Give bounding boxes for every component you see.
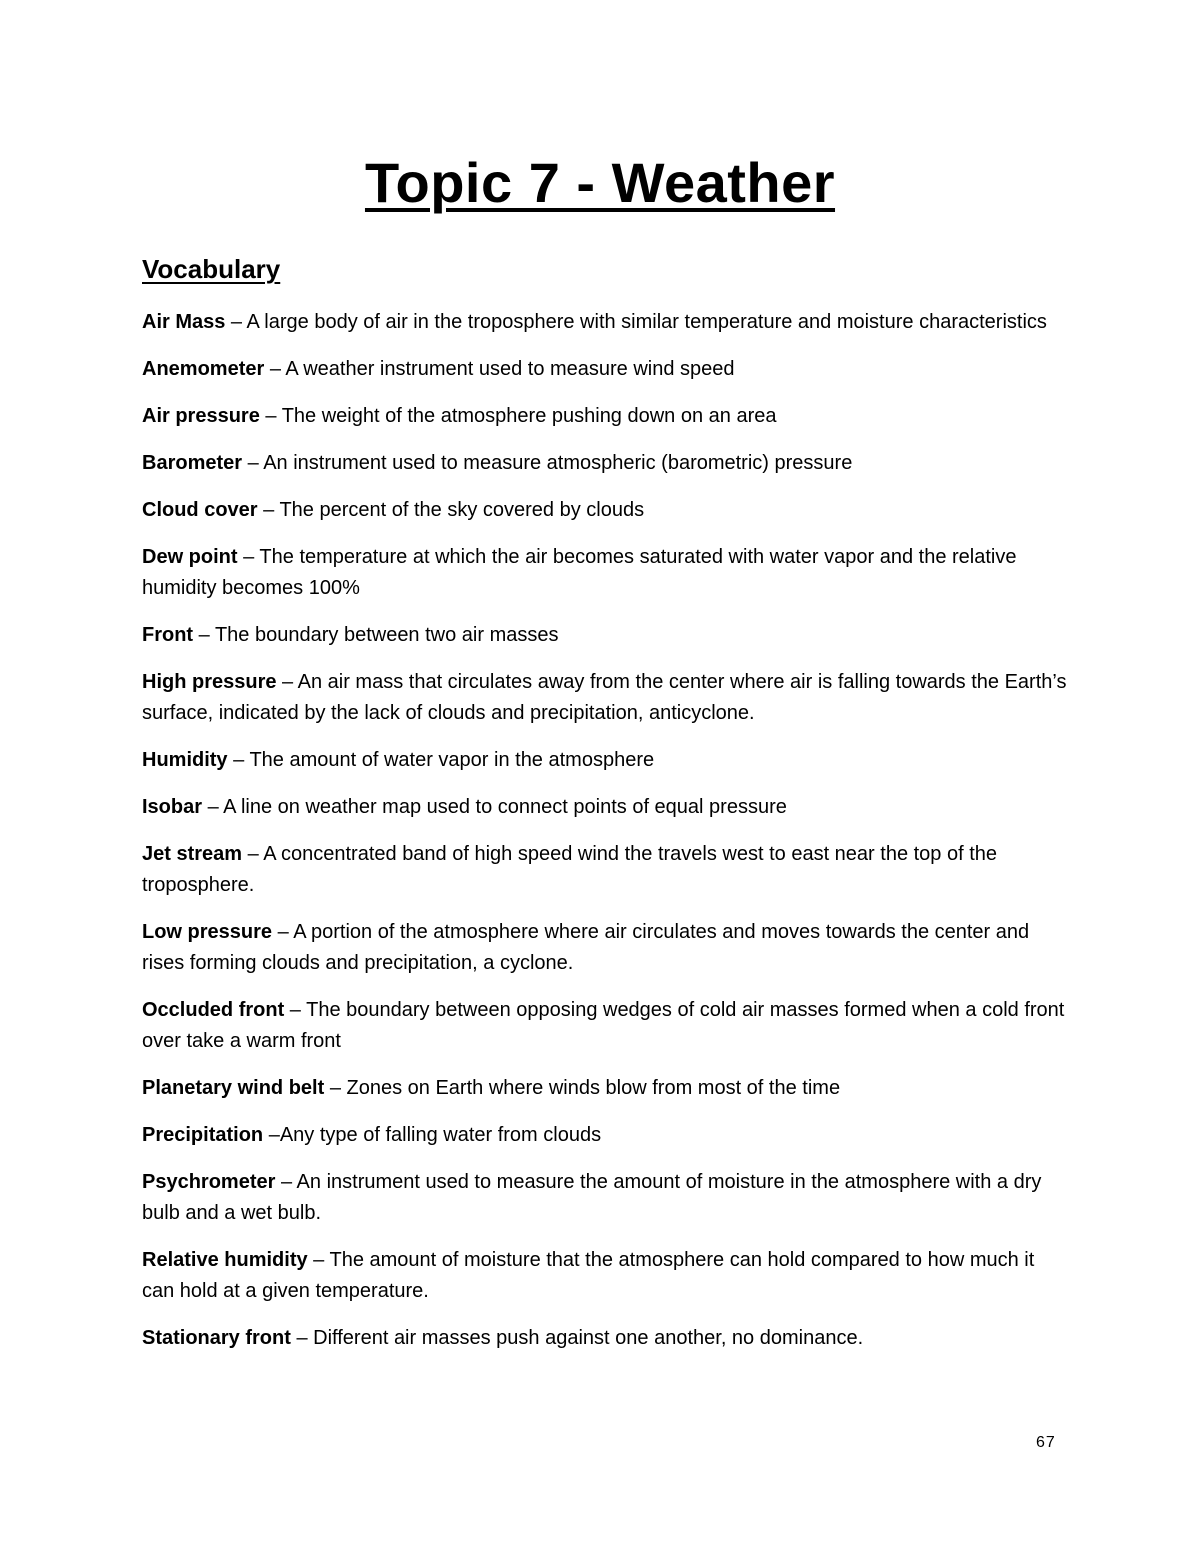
- page-number: 67: [1036, 1434, 1056, 1451]
- vocabulary-definition: A portion of the atmosphere where air circulates and moves towards the center and rises forming clouds and precipitation, a cyclone.: [142, 921, 1030, 974]
- vocabulary-definition: The temperature at which the air becomes saturated with water vapor and the relative humidity becomes 100%: [142, 546, 1017, 599]
- vocabulary-definition: An instrument used to measure atmospheric (barometric) pressure: [263, 452, 853, 474]
- vocabulary-term: Precipitation: [142, 1124, 264, 1146]
- vocabulary-definition: The boundary between opposing wedges of cold air masses formed when a cold front over take a warm front: [142, 999, 1065, 1052]
- vocabulary-entry: [142, 354, 1067, 385]
- vocabulary-entry: [142, 839, 1067, 901]
- term-separator: –: [264, 358, 286, 380]
- vocabulary-entry: [142, 401, 1067, 432]
- vocabulary-entry: [142, 542, 1067, 604]
- vocabulary-term: Anemometer: [142, 358, 265, 380]
- vocabulary-entry: [142, 917, 1067, 979]
- vocabulary-list: [142, 307, 1067, 1370]
- term-separator: –: [242, 843, 264, 865]
- term-separator: –: [324, 1077, 347, 1099]
- vocabulary-entry: [142, 1120, 1067, 1151]
- vocabulary-term: Cloud cover: [142, 499, 258, 521]
- vocabulary-entry: [142, 745, 1067, 776]
- term-separator: –: [276, 671, 298, 693]
- vocabulary-entry: [142, 667, 1067, 729]
- vocabulary-term: Air pressure: [142, 405, 260, 427]
- vocabulary-entry: [142, 1073, 1067, 1104]
- vocabulary-definition: The boundary between two air masses: [214, 624, 559, 646]
- page-title: [0, 150, 1200, 215]
- vocabulary-definition: A concentrated band of high speed wind the travels west to east near the top of the troposphere.: [142, 843, 998, 896]
- vocabulary-definition: Any type of falling water from clouds: [279, 1124, 602, 1146]
- vocabulary-entry: [142, 995, 1067, 1057]
- vocabulary-entry: [142, 448, 1067, 479]
- term-separator: –: [259, 405, 282, 427]
- term-separator: –: [237, 546, 260, 568]
- term-separator: –: [193, 624, 215, 646]
- vocabulary-term: Psychrometer: [142, 1171, 276, 1193]
- term-separator: –: [225, 311, 247, 333]
- vocabulary-term: Front: [142, 624, 194, 646]
- vocabulary-entry: [142, 1167, 1067, 1229]
- vocabulary-definition: The amount of water vapor in the atmosphere: [249, 749, 655, 771]
- term-separator: –: [263, 1124, 280, 1146]
- term-separator: –: [284, 999, 307, 1021]
- vocabulary-definition: The percent of the sky covered by clouds: [279, 499, 645, 521]
- vocabulary-definition: The amount of moisture that the atmosphere can hold compared to how much it can hold at a given temperature.: [142, 1249, 1035, 1302]
- vocabulary-entry: [142, 1323, 1067, 1354]
- vocabulary-entry: [142, 495, 1067, 526]
- vocabulary-entry: [142, 620, 1067, 651]
- vocabulary-term: Air Mass: [142, 311, 226, 333]
- vocabulary-term: Jet stream: [142, 843, 243, 865]
- vocabulary-definition: Zones on Earth where winds blow from most of the time: [346, 1077, 841, 1099]
- vocabulary-term: High pressure: [142, 671, 277, 693]
- term-separator: –: [227, 749, 250, 771]
- vocabulary-term: Planetary wind belt: [142, 1077, 325, 1099]
- vocabulary-entry: [142, 1245, 1067, 1307]
- term-separator: –: [272, 921, 294, 943]
- vocabulary-term: Low pressure: [142, 921, 273, 943]
- vocabulary-definition: A line on weather map used to connect points of equal pressure: [223, 796, 787, 818]
- vocabulary-term: Barometer: [142, 452, 243, 474]
- page-title-text: Topic 7 - Weather: [364, 151, 836, 214]
- vocabulary-entry: [142, 792, 1067, 823]
- vocabulary-term: Occluded front: [142, 999, 285, 1021]
- term-separator: –: [275, 1171, 297, 1193]
- section-heading-vocabulary: Vocabulary: [142, 254, 281, 284]
- vocabulary-term: Stationary front: [142, 1327, 291, 1349]
- term-separator: –: [290, 1327, 314, 1349]
- term-separator: –: [307, 1249, 330, 1271]
- vocabulary-definition: An instrument used to measure the amount of moisture in the atmosphere with a dry bulb and a wet bulb.: [142, 1171, 1042, 1224]
- vocabulary-definition: A large body of air in the troposphere with similar temperature and moisture characteristics: [246, 311, 1047, 333]
- vocabulary-entry: [142, 307, 1067, 338]
- vocabulary-term: Humidity: [142, 749, 228, 771]
- vocabulary-definition: Different air masses push against one another, no dominance.: [313, 1327, 864, 1349]
- term-separator: –: [202, 796, 224, 818]
- term-separator: –: [257, 499, 280, 521]
- vocabulary-definition: An air mass that circulates away from the center where air is falling towards the Earth’s surface, indicated by the lack of clouds and precipitation, anticyclone.: [142, 671, 1067, 724]
- vocabulary-definition: A weather instrument used to measure wind speed: [285, 358, 735, 380]
- vocabulary-term: Relative humidity: [142, 1249, 308, 1271]
- vocabulary-term: Isobar: [142, 796, 203, 818]
- vocabulary-term: Dew point: [142, 546, 238, 568]
- term-separator: –: [242, 452, 264, 474]
- vocabulary-definition: The weight of the atmosphere pushing down on an area: [281, 405, 777, 427]
